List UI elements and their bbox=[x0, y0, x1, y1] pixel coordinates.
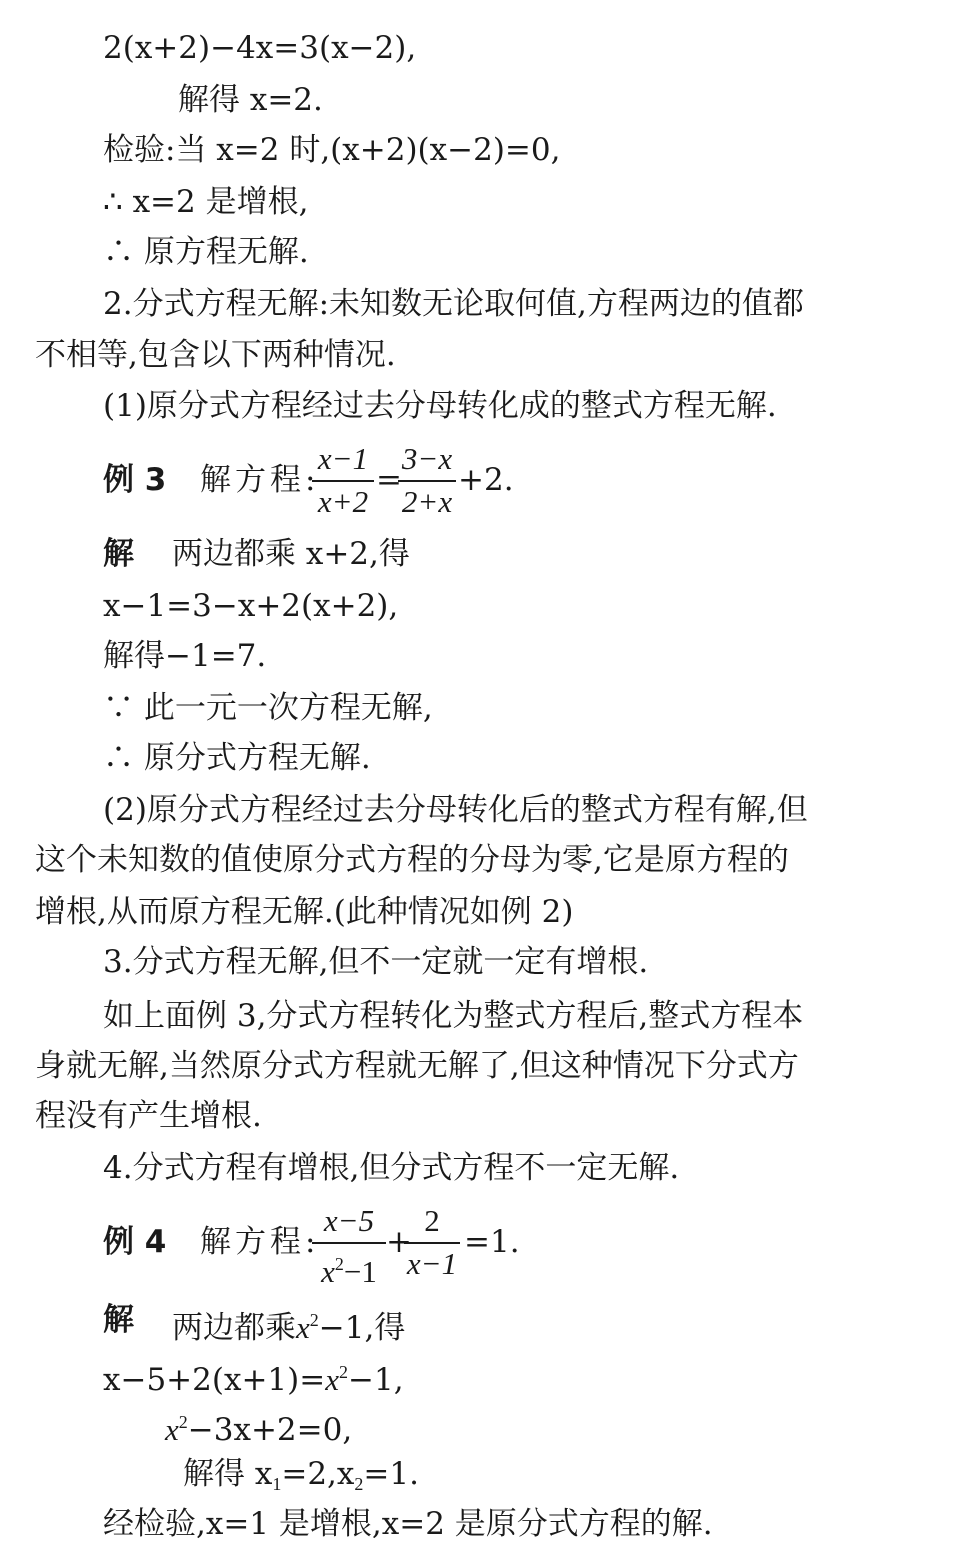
equation-line: 2(x+2)−4x=3(x−2), bbox=[103, 30, 417, 66]
fraction: $\frac{2}{x-1}$ bbox=[404, 1202, 460, 1284]
example-prompt: 解方程: bbox=[200, 1224, 320, 1260]
fraction: $\frac{3-x}{2+x}$ bbox=[398, 440, 456, 522]
solution-line: 解得 x=2. bbox=[178, 82, 323, 118]
fraction: $\frac{x-1}{x+2}$ bbox=[312, 440, 374, 522]
check-line: 检验:当 x=2 时,(x+2)(x−2)=0, bbox=[103, 132, 561, 168]
paragraph-line: 身就无解,当然原分式方程就无解了,但这种情况下分式方 bbox=[35, 1048, 799, 1084]
paragraph-line: 2.分式方程无解:未知数无论取何值,方程两边的值都 bbox=[103, 286, 804, 322]
solution-line: 解得−1=7. bbox=[103, 638, 267, 674]
example-prompt: 解方程: bbox=[200, 462, 320, 498]
paragraph-line: 增根,从而原方程无解.(此种情况如例 2) bbox=[35, 894, 574, 930]
equation-line: x−1=3−x+2(x+2), bbox=[103, 588, 399, 624]
equation-line: $x^2-3x+2=0$, bbox=[165, 1412, 353, 1448]
paragraph-line: 程没有产生增根. bbox=[35, 1098, 262, 1134]
reason-line: ∵ 此一元一次方程无解, bbox=[103, 690, 433, 726]
document-page: 2(x+2)−4x=3(x−2), 解得 x=2. 检验:当 x=2 时,(x+2)(x−2)=0, ∴ x=2 是增根, ∴ 原方程无解. 2.分式方程无解:未知数无论取何值,方程两边的值都 不相等,包含以下两种情况. (1)原分式方程经过去分母转化成的整式方程无解. 例 3 解方程: $\frac{x-1}{x+2}$ = $\frac{3-x}{2+x}$ +2. 解 两边都乘 x+2,得 x−1=3−x+2(x+2), 解得−1=7. ∵ 此一元一次方程无解, ∴ 原分式方程无解. (2)原分式方程经过去分母转化后的整式方程有解,但 这个未知数的值使原分式方程的分母为零,它是原方程的 增根,从而原方程无解.(此种情况如例 2) 3.分式方程无解,但不一定就一定有增根. 如上面例 3,分式方程转化为整式方程后,整式方程本 身就无解,当然原分式方程就无解了,但这种情况下分式方 程没有产生增根. 4.分式方程有增根,但分式方程不一定无解. 例 4 解方程: $\frac{x-5}{x^2-1}$ + $\frac{2}{x-1}$ =1. 解 两边都乘$x^2-1$,得 $x-5+2(x+1)=x^2-1$, $x^2-3x+2=0$, 解得 $x_1=2,x_2=1$. 经检验,x=1 是增根,x=2 是原分式方程的解. bbox=[35, 30, 808, 1542]
equation-line: $x-5+2(x+1)=x^2-1$, bbox=[103, 1362, 404, 1398]
paragraph-line: 不相等,包含以下两种情况. bbox=[35, 337, 396, 373]
conclusion-line: 经检验,x=1 是增根,x=2 是原分式方程的解. bbox=[103, 1506, 713, 1542]
solution-label: 解 bbox=[103, 1302, 134, 1338]
solution-line: 两边都乘$x^2-1$,得 bbox=[172, 1310, 406, 1346]
paragraph-line: 如上面例 3,分式方程转化为整式方程后,整式方程本 bbox=[103, 998, 804, 1034]
solution-line: 解得 $x_1=2,x_2=1$. bbox=[183, 1456, 419, 1494]
conclusion-line: ∴ x=2 是增根, bbox=[103, 184, 309, 220]
paragraph-line: (1)原分式方程经过去分母转化成的整式方程无解. bbox=[103, 388, 777, 424]
solution-line: 两边都乘 x+2,得 bbox=[172, 536, 410, 572]
conclusion-line: ∴ 原方程无解. bbox=[103, 234, 309, 270]
fraction: $\frac{x-5}{x^2-1}$ bbox=[312, 1202, 386, 1292]
example-label: 例 4 bbox=[103, 1224, 167, 1260]
conclusion-line: ∴ 原分式方程无解. bbox=[103, 740, 371, 776]
paragraph-line: 这个未知数的值使原分式方程的分母为零,它是原方程的 bbox=[35, 842, 789, 878]
paragraph-line: (2)原分式方程经过去分母转化后的整式方程有解,但 bbox=[103, 792, 808, 828]
example-label: 例 3 bbox=[103, 462, 167, 498]
paragraph-line: 4.分式方程有增根,但分式方程不一定无解. bbox=[103, 1150, 680, 1186]
paragraph-line: 3.分式方程无解,但不一定就一定有增根. bbox=[103, 944, 649, 980]
solution-label: 解 bbox=[103, 536, 134, 572]
